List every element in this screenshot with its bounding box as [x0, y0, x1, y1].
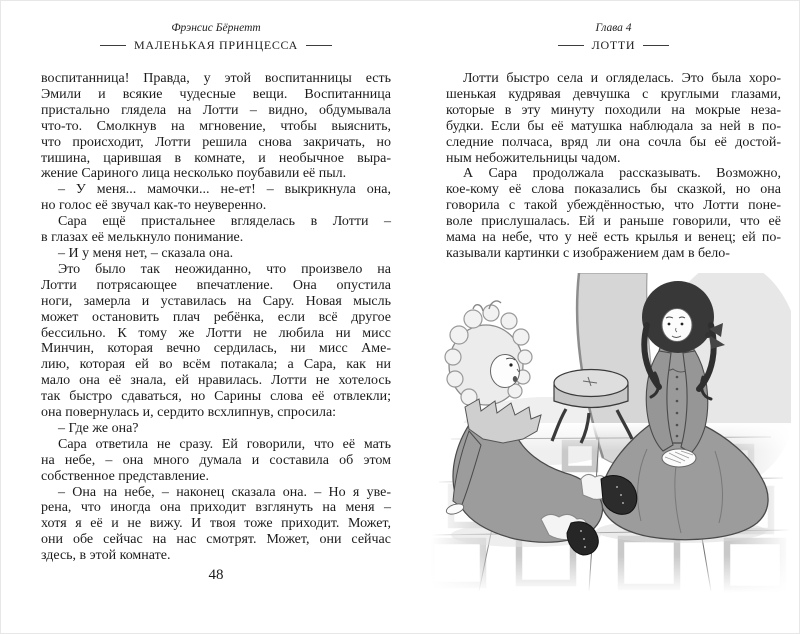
- text-line: но голос её звучал как-то неуверенно.: [41, 198, 267, 214]
- left-page-header: [41, 22, 391, 53]
- text-line: бессильно. К тому же Лотти не любила ни мисс: [41, 325, 391, 341]
- text-line: говорила с такой убеждённостью, что Лотти поне-: [446, 198, 781, 214]
- text-line: Минчин, которая вечно сердилась, ни мисс Аме-: [41, 341, 391, 357]
- running-author: Фрэнсис Бёрнетт: [171, 22, 261, 34]
- header-rule-left: [100, 45, 126, 46]
- text-line: Лотти быстро села и огляделась. Это была хоро-: [463, 71, 781, 86]
- text-line: Эмили и всякие чудесные вещи. Воспитанница: [41, 86, 391, 102]
- text-line: А Сара продолжала рассказывать. Возможно,: [463, 166, 781, 182]
- paragraph: [446, 166, 781, 261]
- text-line: – И у меня нет, – сказала она.: [58, 245, 234, 261]
- paragraph: [446, 71, 781, 166]
- text-line: ноги, замерла и уставилась на Сару. Новая мысль: [41, 293, 391, 309]
- text-line: может остановить плач ребёнка, если всё другое: [41, 309, 391, 325]
- text-line: – Где же она?: [58, 420, 139, 436]
- header-rule-right: [643, 45, 669, 46]
- chapter-number: Глава 4: [595, 22, 632, 34]
- header-rule-left: [558, 45, 584, 46]
- folded-hands: [662, 449, 696, 467]
- book-title: МАЛЕНЬКАЯ ПРИНЦЕССА: [133, 38, 299, 52]
- chapter-title: ЛОТТИ: [591, 38, 636, 52]
- illustration-two-girls: [431, 273, 791, 593]
- right-page-header: [446, 22, 781, 53]
- text-line: мама на небе, что у неё есть крылья и венец; ей по-: [446, 230, 781, 246]
- text-line: тишина, царившая в комнате, и необычное выра-: [41, 150, 391, 166]
- text-line: что-то. Смолкнув на мгновение, чтобы выяснить,: [41, 118, 391, 134]
- text-line: пристально глядела на Лотти – видно, обдумывала: [41, 102, 391, 118]
- text-line: собственное представление.: [41, 468, 209, 484]
- text-line: здесь, в этой комнате.: [41, 548, 171, 564]
- text-line: Сара ответила не сразу. Ей говорили, что её мать: [58, 436, 391, 452]
- text-line: – Она на небе, – наконец сказала она. – Но я уве-: [58, 484, 391, 500]
- text-line: что происходит, Лотти решила снова закричать, но: [41, 134, 391, 150]
- text-line: она повернулась и, сердито всхлипнув, спросила:: [41, 405, 337, 421]
- text-line: так быстро сдаваться, но Сарины слова её отвлекли;: [41, 389, 391, 405]
- text-line: рена, что иногда она приходит взглянуть на меня –: [41, 500, 391, 516]
- text-line: лию, которая ей во всём потакала; а Сара, как ни: [41, 357, 391, 373]
- paragraph: [41, 421, 391, 437]
- paragraph: [41, 182, 391, 214]
- text-line: следние полчаса, вряд ли она сочла бы её достой-: [446, 134, 781, 150]
- text-line: в глазах её мелькнуло понимание.: [41, 230, 244, 246]
- text-line: кое-кому её слова показались бы сказкой, но она: [446, 182, 781, 198]
- paragraph: [41, 437, 391, 485]
- text-line: воспитанница! Правда, у этой воспитанницы есть: [41, 71, 391, 86]
- text-line: которые в эту минуту походили на мокрые неза-: [446, 102, 781, 118]
- left-text-column: [41, 71, 391, 564]
- text-line: – У меня... мамочки... не-ет! – выкрикнула она,: [58, 182, 391, 198]
- header-rule-right: [306, 45, 332, 46]
- page-number: 48: [208, 567, 224, 583]
- paragraph: [41, 262, 391, 421]
- text-line: шенькая кудрявая девчушка с круглыми глазами,: [446, 86, 781, 102]
- text-line: Лотти потрясающее впечатление. Она опустила: [41, 277, 391, 293]
- text-line: воле прислушалась. Ей и раньше говорили, что её: [446, 214, 781, 230]
- text-line: мало она её знала, ей нравилась. Лотти не хотелось: [41, 373, 391, 389]
- text-line: Это было так неожиданно, что произвело на: [58, 261, 391, 277]
- paragraph: [41, 214, 391, 246]
- paragraph: [41, 485, 391, 565]
- text-line: будки. Если бы её матушка наблюдала за ней в по-: [446, 118, 781, 134]
- text-line: казывали картинки с изображением дам в бело-: [446, 245, 730, 261]
- text-line: Сара ещё пристальнее вгляделась в Лотти –: [58, 214, 391, 230]
- text-line: на небе, – она много думала и составила об этом: [41, 452, 391, 468]
- right-text-column: [446, 71, 781, 262]
- text-line: ным небожительницы чадом.: [446, 150, 621, 166]
- text-line: жение Сариного лица несколько поубавили её пыл.: [41, 166, 347, 182]
- paragraph: [41, 71, 391, 182]
- text-line: они обе сейчас на нас смотрят. Может, они сейчас: [41, 532, 391, 548]
- text-line: хотя я её и не вижу. И твоя тоже приходит. Может,: [41, 516, 391, 532]
- paragraph: [41, 246, 391, 262]
